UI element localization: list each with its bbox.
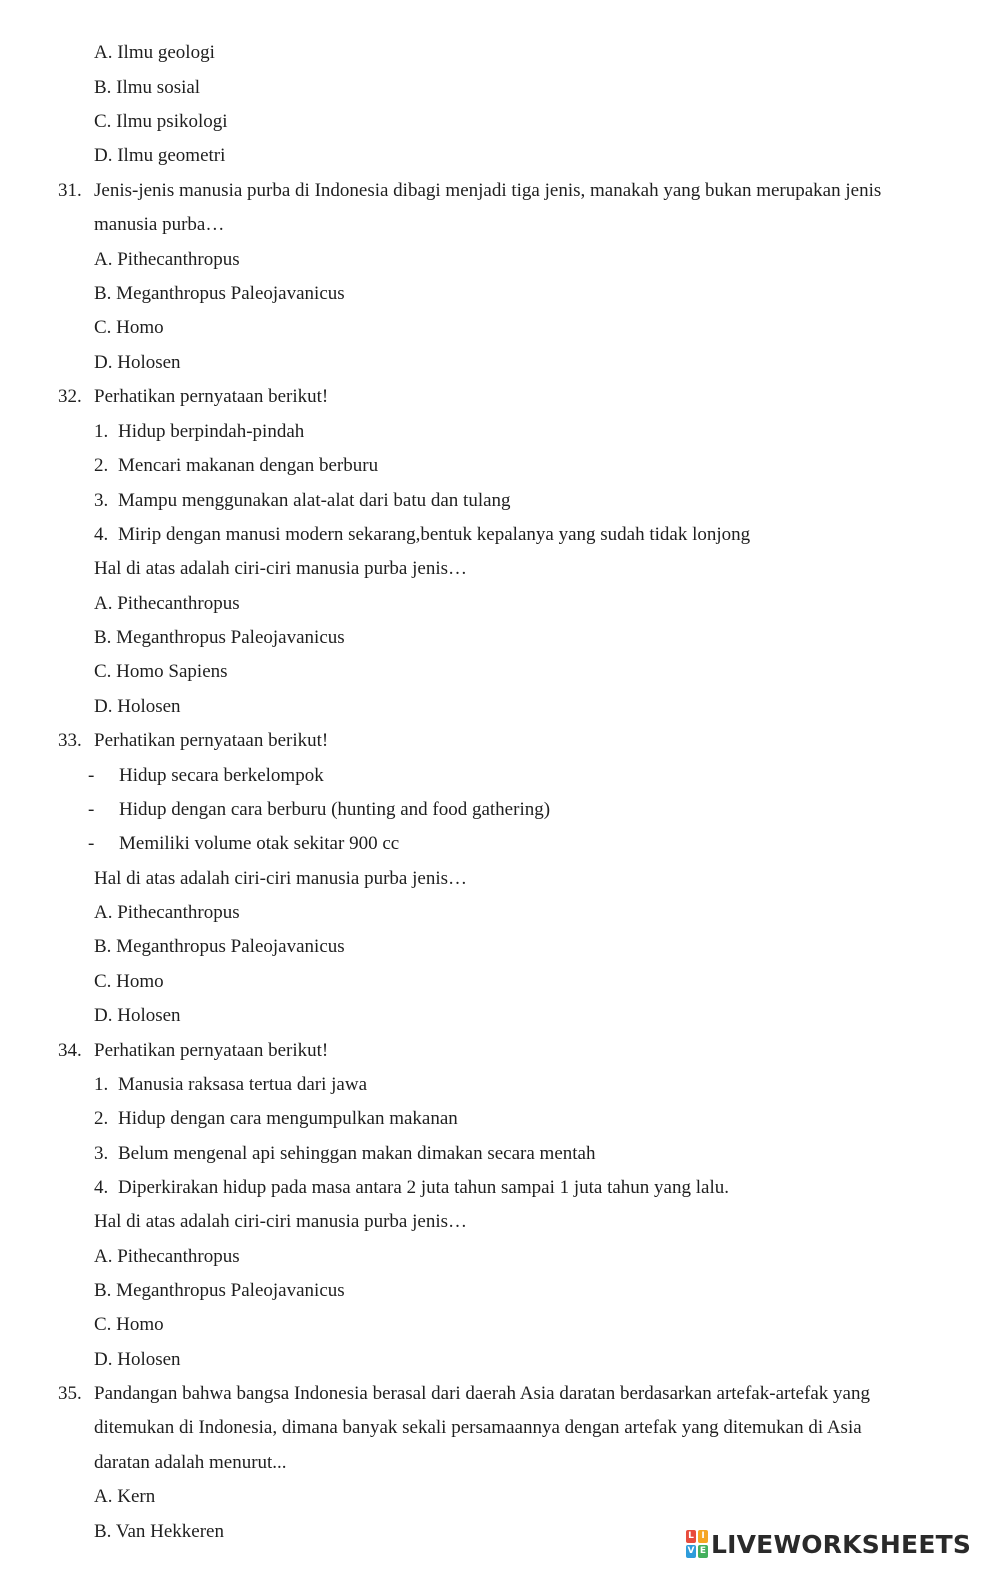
logo-mark-letter: V <box>687 1546 695 1556</box>
question-prompt: Perhatikan pernyataan berikut! <box>94 730 329 751</box>
question-text: Hal di atas adalah ciri-ciri manusia purba jenis… <box>94 868 468 889</box>
question-text-continued: daratan adalah menurut... <box>94 1452 287 1473</box>
liveworksheets-logo <box>686 1528 971 1560</box>
statement-text: Mirip dengan manusi modern sekarang,bentuk kepalanya yang sudah tidak lonjong <box>118 524 751 545</box>
option-a[interactable]: A. Ilmu geologi <box>94 42 215 63</box>
statement-item <box>94 1176 729 1200</box>
option-a[interactable]: A. Pithecanthropus <box>94 249 240 270</box>
question-text: Jenis-jenis manusia purba di Indonesia dibagi menjadi tiga jenis, manakah yang bukan merupakan jenis <box>94 180 882 201</box>
question-number: 33. <box>58 730 82 751</box>
statement-number: 3. <box>94 490 109 511</box>
statement-item <box>94 1107 458 1131</box>
logo-mark-letter: I <box>698 1530 708 1543</box>
statement-item <box>94 523 750 547</box>
bullet-dash: - <box>88 765 95 786</box>
option-b[interactable]: B. Ilmu sosial <box>94 77 201 98</box>
question-text: Hal di atas adalah ciri-ciri manusia purba jenis… <box>94 1211 468 1232</box>
option-c[interactable]: C. Homo Sapiens <box>94 661 228 682</box>
statement-text: Hidup secara berkelompok <box>119 765 324 786</box>
question-text: Pandangan bahwa bangsa Indonesia berasal dari daerah Asia daratan berdasarkan artefak-artefak yang <box>94 1383 870 1404</box>
question-number: 32. <box>58 386 82 407</box>
option-b[interactable]: B. Meganthropus Paleojavanicus <box>94 283 345 304</box>
question-number: 31. <box>58 180 82 201</box>
logo-mark-letter: L <box>686 1530 696 1543</box>
question-prompt: Perhatikan pernyataan berikut! <box>94 1040 329 1061</box>
question-prompt: Perhatikan pernyataan berikut! <box>94 386 329 407</box>
question-number: 35. <box>58 1383 82 1404</box>
option-b[interactable]: B. Meganthropus Paleojavanicus <box>94 1280 345 1301</box>
statement-number: 1. <box>94 1074 109 1095</box>
statement-text: Mencari makanan dengan berburu <box>118 455 379 476</box>
statement-item <box>94 1073 367 1097</box>
option-d[interactable]: D. Ilmu geometri <box>94 145 226 166</box>
statement-text: Belum mengenal api sehinggan makan dimakan secara mentah <box>118 1143 596 1164</box>
option-d[interactable]: D. Holosen <box>94 696 181 717</box>
option-b[interactable]: B. Meganthropus Paleojavanicus <box>94 627 345 648</box>
statement-number: 3. <box>94 1143 109 1164</box>
statement-text: Hidup dengan cara mengumpulkan makanan <box>118 1108 458 1129</box>
option-c[interactable]: C. Homo <box>94 317 164 338</box>
statement-text: Hidup dengan cara berburu (hunting and food gathering) <box>119 799 551 820</box>
option-a[interactable]: A. Kern <box>94 1486 156 1507</box>
liveworksheets-logo-text: LIVEWORKSHEETS <box>711 1529 972 1559</box>
question-text-continued: manusia purba… <box>94 214 225 235</box>
option-c[interactable]: C. Homo <box>94 971 164 992</box>
statement-number: 1. <box>94 421 109 442</box>
question-text-continued: ditemukan di Indonesia, dimana banyak sekali persamaannya dengan artefak yang ditemukan di Asia <box>94 1417 862 1438</box>
statement-number: 4. <box>94 1177 109 1198</box>
option-a[interactable]: A. Pithecanthropus <box>94 1246 240 1267</box>
option-c[interactable]: C. Homo <box>94 1314 164 1335</box>
statement-item <box>94 420 304 444</box>
logo-mark-letter: E <box>699 1546 707 1556</box>
statement-item <box>94 489 511 513</box>
statement-number: 2. <box>94 1108 109 1129</box>
statement-text: Hidup berpindah-pindah <box>118 421 305 442</box>
liveworksheets-logo-icon <box>686 1530 708 1558</box>
statement-item <box>94 454 378 478</box>
statement-item <box>94 1142 595 1166</box>
option-c[interactable]: C. Ilmu psikologi <box>94 111 228 132</box>
option-d[interactable]: D. Holosen <box>94 1349 181 1370</box>
option-d[interactable]: D. Holosen <box>94 1005 181 1026</box>
statement-number: 2. <box>94 455 109 476</box>
statement-text: Memiliki volume otak sekitar 900 cc <box>119 833 400 854</box>
option-d[interactable]: D. Holosen <box>94 352 181 373</box>
statement-number: 4. <box>94 524 109 545</box>
option-a[interactable]: A. Pithecanthropus <box>94 593 240 614</box>
question-number: 34. <box>58 1040 82 1061</box>
statement-text: Diperkirakan hidup pada masa antara 2 juta tahun sampai 1 juta tahun yang lalu. <box>118 1177 729 1198</box>
option-b[interactable]: B. Van Hekkeren <box>94 1521 224 1542</box>
option-a[interactable]: A. Pithecanthropus <box>94 902 240 923</box>
question-text: Hal di atas adalah ciri-ciri manusia purba jenis… <box>94 558 468 579</box>
statement-text: Mampu menggunakan alat-alat dari batu dan tulang <box>118 490 511 511</box>
bullet-dash: - <box>88 833 95 854</box>
statement-text: Manusia raksasa tertua dari jawa <box>118 1074 368 1095</box>
bullet-dash: - <box>88 799 95 820</box>
option-b[interactable]: B. Meganthropus Paleojavanicus <box>94 936 345 957</box>
